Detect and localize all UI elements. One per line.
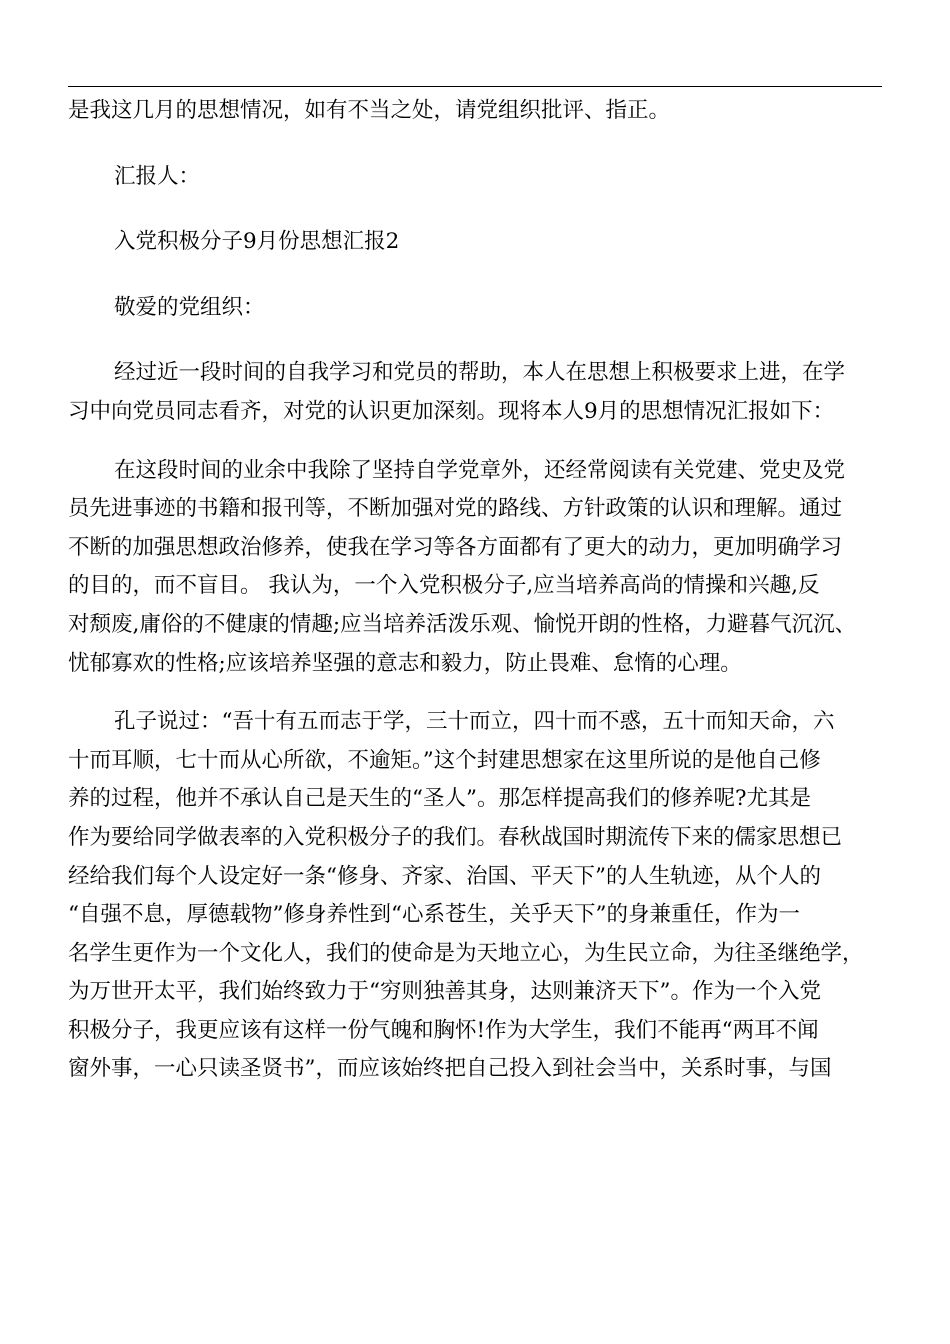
paragraph-gap [68,327,888,354]
text-line: 作为要给同学做表率的入党积极分子的我们。春秋战国时期流传下来的儒家思想已 [68,824,843,850]
text-line: “自强不息，厚德载物”修身养性到“心系苍生，关乎天下”的身兼重任，作为一 [68,902,800,928]
text-line: 习中向党员同志看齐，对党的认识更加深刻。现将本人9月的思想情况汇报如下： [68,398,835,424]
text-line: 窗外事，一心只读圣贤书”，而应该始终把自己投入到社会当中，关系时事，与国 [68,1056,832,1082]
text-line: 汇报人： [114,163,201,189]
text-line: 的目的，而不盲目。 我认为，一个入党积极分子,应当培养高尚的情操和兴趣,反 [68,573,820,599]
text-line: 对颓废,庸俗的不健康的情趣;应当培养活泼乐观、愉悦开朗的性格，力避暮气沉沉、 [68,611,857,637]
text-line: 忧郁寡欢的性格;应该培养坚强的意志和毅力，防止畏难、怠惰的心理。 [68,650,742,676]
paragraph-gap [68,683,888,703]
text-line: 入党积极分子9月份思想汇报2 [114,229,400,255]
text-line: 养的过程，他并不承认自己是天生的“圣人”。那怎样提高我们的修养呢?尤其是 [68,786,812,812]
text-line: 名学生更作为一个文化人，我们的使命是为天地立心，为生民立命，为往圣继绝学， [68,940,864,966]
text-line: 员先进事迹的书籍和报刊等，不断加强对党的路线、方针政策的认识和理解。通过 [68,496,843,522]
document-body [68,92,888,1089]
text-line: 十而耳顺，七十而从心所欲，不逾矩。”这个封建思想家在这里所说的是他自己修 [68,747,821,773]
text-line: 经给我们每个人设定好一条“修身、齐家、治国、平天下”的人生轨迹，从个人的 [68,863,821,889]
text-line: 不断的加强思想政治修养，使我在学习等各方面都有了更大的动力，更加明确学习 [68,534,843,560]
text-line: 为万世开太平，我们始终致力于“穷则独善其身，达则兼济天下”。作为一个入党 [68,979,821,1005]
text-line: 经过近一段时间的自我学习和党员的帮助，本人在思想上积极要求上进，在学 [114,360,846,386]
paragraph-gap [68,262,888,289]
header-rule [68,86,882,87]
paragraph-gap [68,432,888,452]
paragraph-gap [68,131,888,158]
text-line: 在这段时间的业余中我除了坚持自学党章外，还经常阅读有关党建、党史及党 [114,457,846,483]
text-line: 孔子说过：“吾十有五而志于学，三十而立，四十而不惑，五十而知天命，六 [114,709,835,735]
text-line: 是我这几月的思想情况，如有不当之处，请党组织批评、指正。 [68,98,671,123]
text-line: 敬爱的党组织： [114,294,265,320]
paragraph-gap [68,196,888,223]
text-line: 积极分子，我更应该有这样一份气魄和胸怀!作为大学生，我们不能再“两耳不闻 [68,1017,819,1043]
